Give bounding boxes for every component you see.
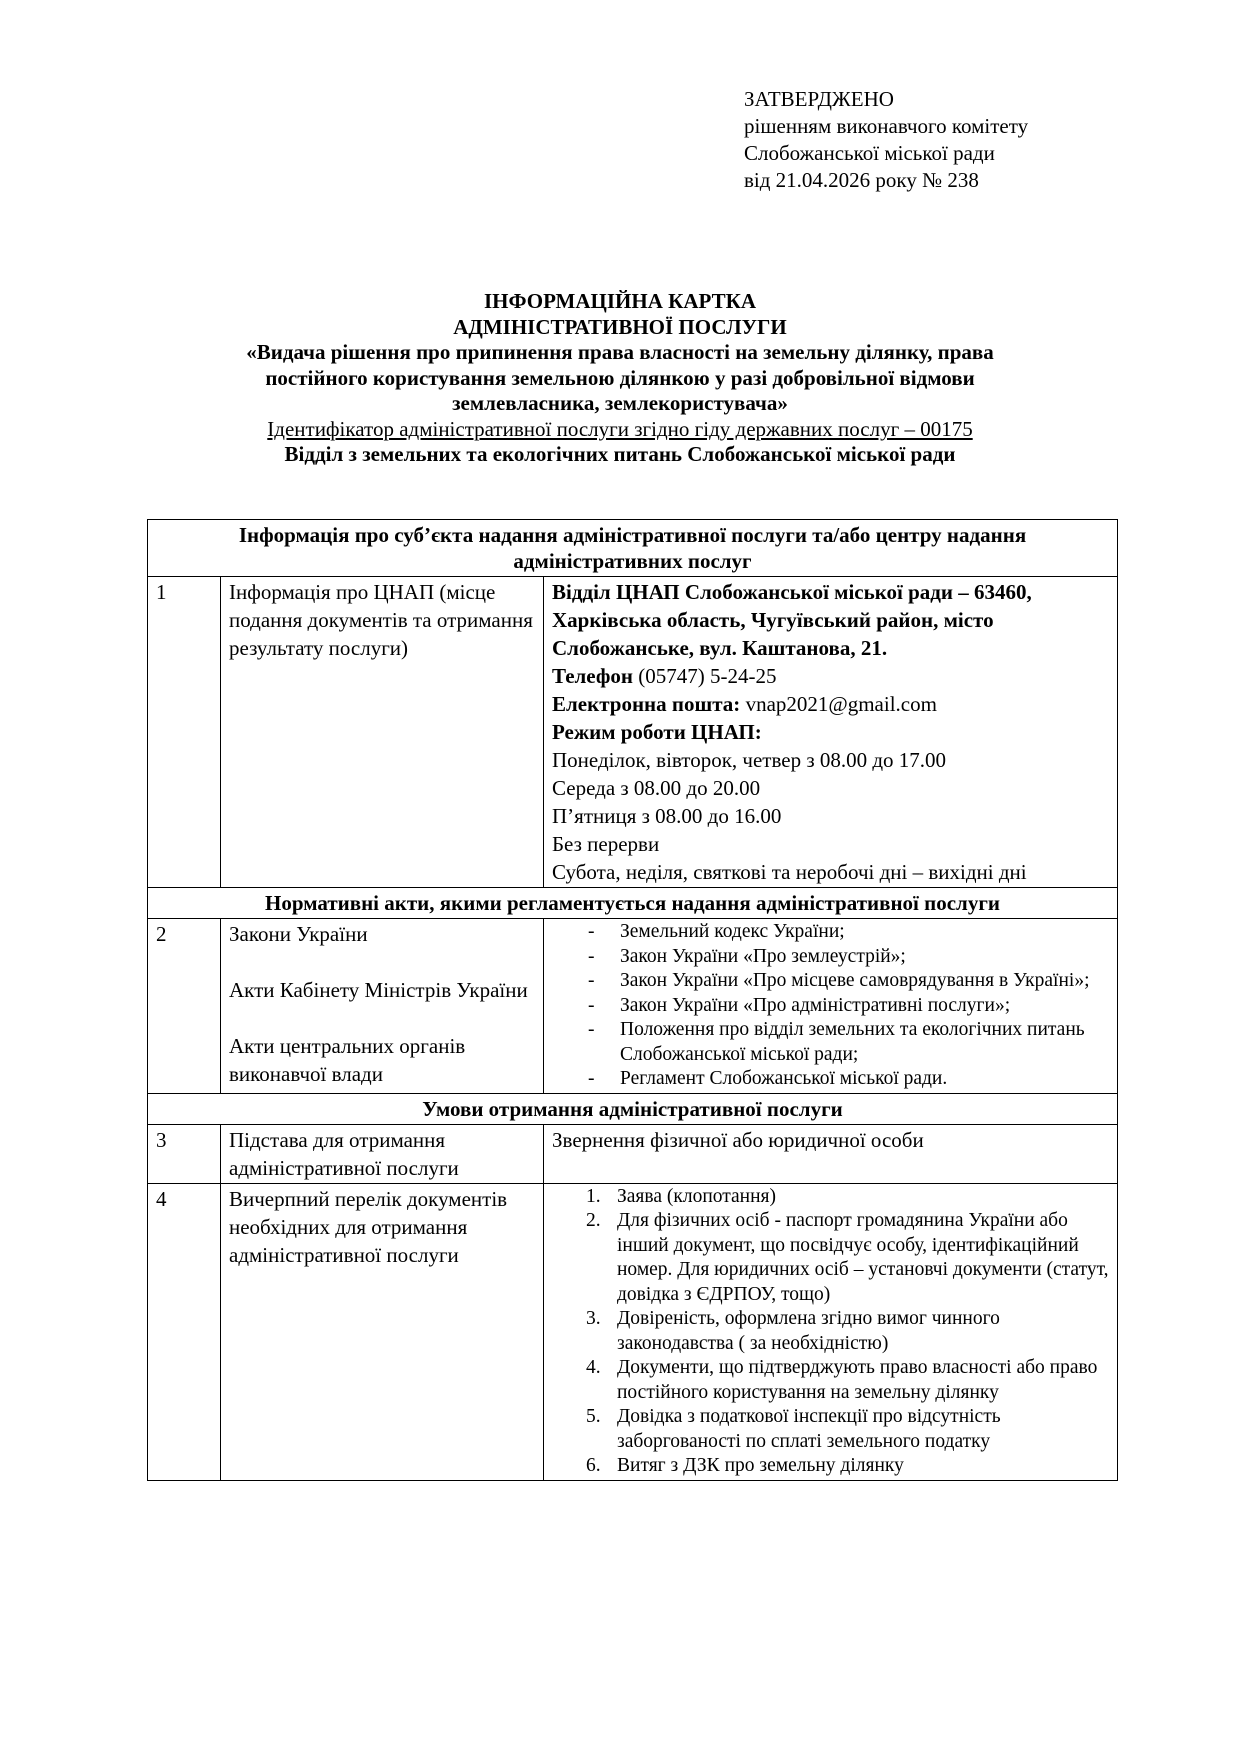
service-identifier: Ідентифікатор адміністративної послуги згідно гіду державних послуг – 00175 xyxy=(267,416,973,441)
responsible-department: Відділ з земельних та екологічних питань Слобожанської міської ради xyxy=(284,442,956,466)
approval-line: рішенням виконавчого комітету xyxy=(744,114,1029,138)
list-item: - Закон України «Про адміністративні послуги»; xyxy=(588,994,1109,1019)
list-item: - Закон України «Про землеустрій»; xyxy=(588,945,1109,970)
phone-value: (05747) 5-24-25 xyxy=(633,664,777,688)
cnap-info-cell xyxy=(544,577,1118,888)
row-label xyxy=(221,919,544,1094)
list-item: 3. Довіреність, оформлена згідно вимог чинного законодавства ( за необхідністю) xyxy=(586,1308,1000,1354)
row-label: Вичерпний перелік документів необхідних для отримання адміністративної послуги xyxy=(221,1183,544,1480)
section-header-row xyxy=(148,520,1118,577)
row-number: 3 xyxy=(148,1124,221,1183)
table-row xyxy=(148,1183,1118,1480)
section-header-row xyxy=(148,1093,1118,1124)
cnap-address: Відділ ЦНАП Слобожанської міської ради – 63460, Харківська область, Чугуївський район, місто Слобожанське, вул. Каштанова, 21. xyxy=(552,580,1032,660)
list-item: - Закон України «Про місцеве самоврядування в Україні»; xyxy=(588,969,1109,994)
approval-heading: ЗАТВЕРДЖЕНО xyxy=(744,87,894,111)
schedule-line: Субота, неділя, святкові та неробочі дні – вихідні дні xyxy=(552,860,1027,884)
service-name-line: землевласника, землекористувача» xyxy=(452,391,788,415)
list-item: 4. Документи, що підтверджують право власності або право постійного користування на земельну ділянку xyxy=(586,1357,1098,1403)
section-header-row xyxy=(148,888,1118,919)
table-row xyxy=(148,1124,1118,1183)
list-item: 1. Заява (клопотання) xyxy=(586,1185,776,1207)
document-subtitle: АДМІНІСТРАТИВНОЇ ПОСЛУГИ xyxy=(453,314,787,339)
act-category: Закони України xyxy=(229,922,368,946)
document-header xyxy=(147,289,1093,468)
row-number: 4 xyxy=(148,1183,221,1480)
schedule-line: П’ятниця з 08.00 до 16.00 xyxy=(552,804,782,828)
table-row xyxy=(148,919,1118,1094)
schedule-label: Режим роботи ЦНАП: xyxy=(552,720,762,744)
section-conditions: Умови отримання адміністративної послуги xyxy=(148,1093,1118,1124)
row-number: 2 xyxy=(148,919,221,1094)
section-subject-info: Інформація про суб’єкта надання адміністративної послуги та/або центру надання адміністративних послуг xyxy=(148,520,1118,577)
row-label: Підстава для отримання адміністративної послуги xyxy=(221,1124,544,1183)
info-card-table xyxy=(147,519,1118,1481)
email-label: Електронна пошта: xyxy=(552,692,741,716)
documents-list-cell xyxy=(544,1183,1118,1480)
service-name-line: постійного користування земельною ділянкою у разі добровільної відмови xyxy=(265,365,975,390)
section-normative-acts: Нормативні акти, якими регламентується надання адміністративної послуги xyxy=(148,888,1118,919)
service-name-line: «Видача рішення про припинення права власності на земельну ділянку, права xyxy=(246,340,994,364)
cnap-phone xyxy=(552,662,1109,690)
approval-line: Слобожанської міської ради xyxy=(744,141,995,165)
row-value: Звернення фізичної або юридичної особи xyxy=(544,1124,1118,1183)
document-title: ІНФОРМАЦІЙНА КАРТКА xyxy=(483,289,756,313)
table-row xyxy=(148,577,1118,888)
schedule-line: Понеділок, вівторок, четвер з 08.00 до 17.00 xyxy=(552,748,947,772)
list-item: 5. Довідка з податкової інспекції про відсутність заборгованості по сплаті земельного податку xyxy=(586,1406,1001,1452)
phone-label: Телефон xyxy=(552,664,634,688)
approval-stamp xyxy=(744,86,1028,194)
list-item: 6. Витяг з ДЗК про земельну ділянку xyxy=(586,1455,904,1476)
schedule-line: Середа з 08.00 до 20.00 xyxy=(552,776,761,800)
row-number: 1 xyxy=(148,577,221,888)
documents-list xyxy=(552,1185,1109,1479)
schedule-line: Без перерви xyxy=(552,832,660,856)
act-category: Акти Кабінету Міністрів України xyxy=(229,978,528,1002)
acts-list xyxy=(552,920,1109,1092)
act-category: Акти центральних органів виконавчої влади xyxy=(229,1034,466,1086)
approval-date-number: від 21.04.2026 року № 238 xyxy=(744,168,979,192)
list-item: - Земельний кодекс України; xyxy=(588,920,1109,945)
list-item: 2. Для фізичних осіб - паспорт громадянина України або інший документ, що посвідчує особу, ідентифікаційний номер. Для юридичних осіб – установчі документи (статут, довідка з ЄДРПОУ, тощо) xyxy=(586,1210,1109,1305)
cnap-email xyxy=(552,690,1109,718)
email-value: vnap2021@gmail.com xyxy=(740,692,937,716)
list-item: - Регламент Слобожанської міської ради. xyxy=(588,1067,1109,1092)
row-label: Інформація про ЦНАП (місце подання документів та отримання результату послуги) xyxy=(221,577,544,888)
list-item: - Положення про відділ земельних та екологічних питань Слобожанської міської ради; xyxy=(588,1018,1109,1067)
acts-list-cell xyxy=(544,919,1118,1094)
